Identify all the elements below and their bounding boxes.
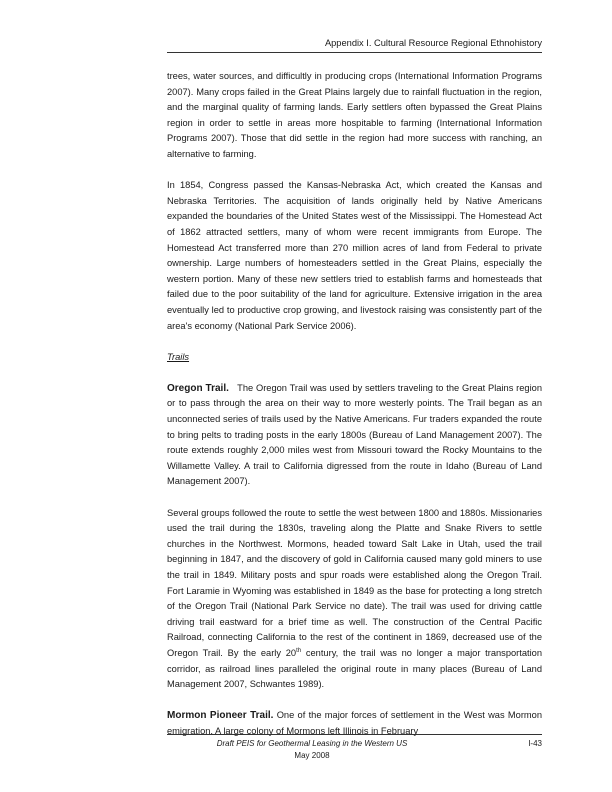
section-heading-trails: Trails [167,351,190,362]
runin-heading-mormon-trail: Mormon Pioneer Trail. [167,710,274,722]
paragraph-oregon-trail-2 [167,506,542,693]
oregon-trail-text-b: century, the trail was no longer a major transportation corridor, as railroad lines paralleled the original route in many places (Bureau of Land Management 2007, Schwantes 1989). [167,647,543,690]
ordinal-superscript: th [296,647,302,654]
footer-document-title: Draft PEIS for Geothermal Leasing in the Western US [216,739,408,748]
trails-section [167,350,542,366]
paragraph-farming: trees, water sources, and difficultly in producing crops (International Information Programs 2007). Many crops failed in the Great Plains largely due to rainfall fluctuation in the region, and the marginal quality of farming lands. Early settlers often bypassed the Great Plains region in order to settle in areas more hospitable to farming (International Information Programs 2007). Those that did settle in the region had more success with ranching, an alternative to farming. [167,71,542,159]
oregon-trail-text: The Oregon Trail was used by settlers traveling to the Great Plains region or to pass through the area on their way to more westerly points. The Trail began as an unconnected series of trails used by the Native Americans. Fur traders expanded the route to bring pelts to trading posts in the early 1800s (Bureau of Land Management 2007). The route extends roughly 2,000 miles west from Missouri toward the Rocky Mountains to the Willamette Valley. A trail to California digressed from the route in Idaho (Bureau of Land Management 2007). [167,382,542,487]
paragraph-kansas-nebraska: In 1854, Congress passed the Kansas-Nebraska Act, which created the Kansas and Nebraska Territories. The acquisition of lands originally held by Native Americans expanded the boundaries of the United States west of the Mississippi. The Homestead Act of 1862 attracted settlers, many of whom were recent immigrants from Europe. The Homestead Act transferred more than 270 million acres of land from Federal to private ownership. Large numbers of homesteaders settled in the Great Plains, especially the western portion. Many of these new settlers tried to establish farms and homesteads that failed due to the poor suitability of the land for agriculture. Extensive irrigation in the area eventually led to productive crop growing, and livestock raising was consistently part of the area's economy (National Park Service 2006). [167,180,542,331]
document-body [167,69,542,740]
oregon-trail-text-a: Several groups followed the route to settle the west between 1800 and 1880s. Missionaries used the trail during the 1830s, traveling along the Platte and Snake Rivers to settle churches in the Northwest. Mormons, headed toward Salt Lake in Utah, used the trail beginning in 1847, and the discovery of gold in California caused many gold miners to use the trail in 1849. Military posts and spur roads were established along the Oregon Trail. Fort Laramie in Wyoming was established in 1849 as the base for protecting a long stretch of the Oregon Trail (National Park Service no date). The trail was used for driving cattle driving trail eastward for a brief time as well. The construction of the Central Pacific Railroad, connecting California to the rest of the continent in 1869, decreased use of the Oregon Trail. By the early 20 [167,507,542,658]
footer-date: May 2008 [294,751,330,760]
mormon-trail-text: One of the major forces of settlement in the West was Mormon emigration. A large colony of Mormons left Illinois in February [167,710,543,736]
header-divider [167,52,542,53]
page-number: I-43 [528,739,542,748]
running-header: Appendix I. Cultural Resource Regional Ethnohistory [324,38,542,48]
paragraph-oregon-trail-1 [167,381,542,490]
footer-divider [167,734,542,735]
runin-heading-oregon-trail: Oregon Trail. [167,382,229,394]
